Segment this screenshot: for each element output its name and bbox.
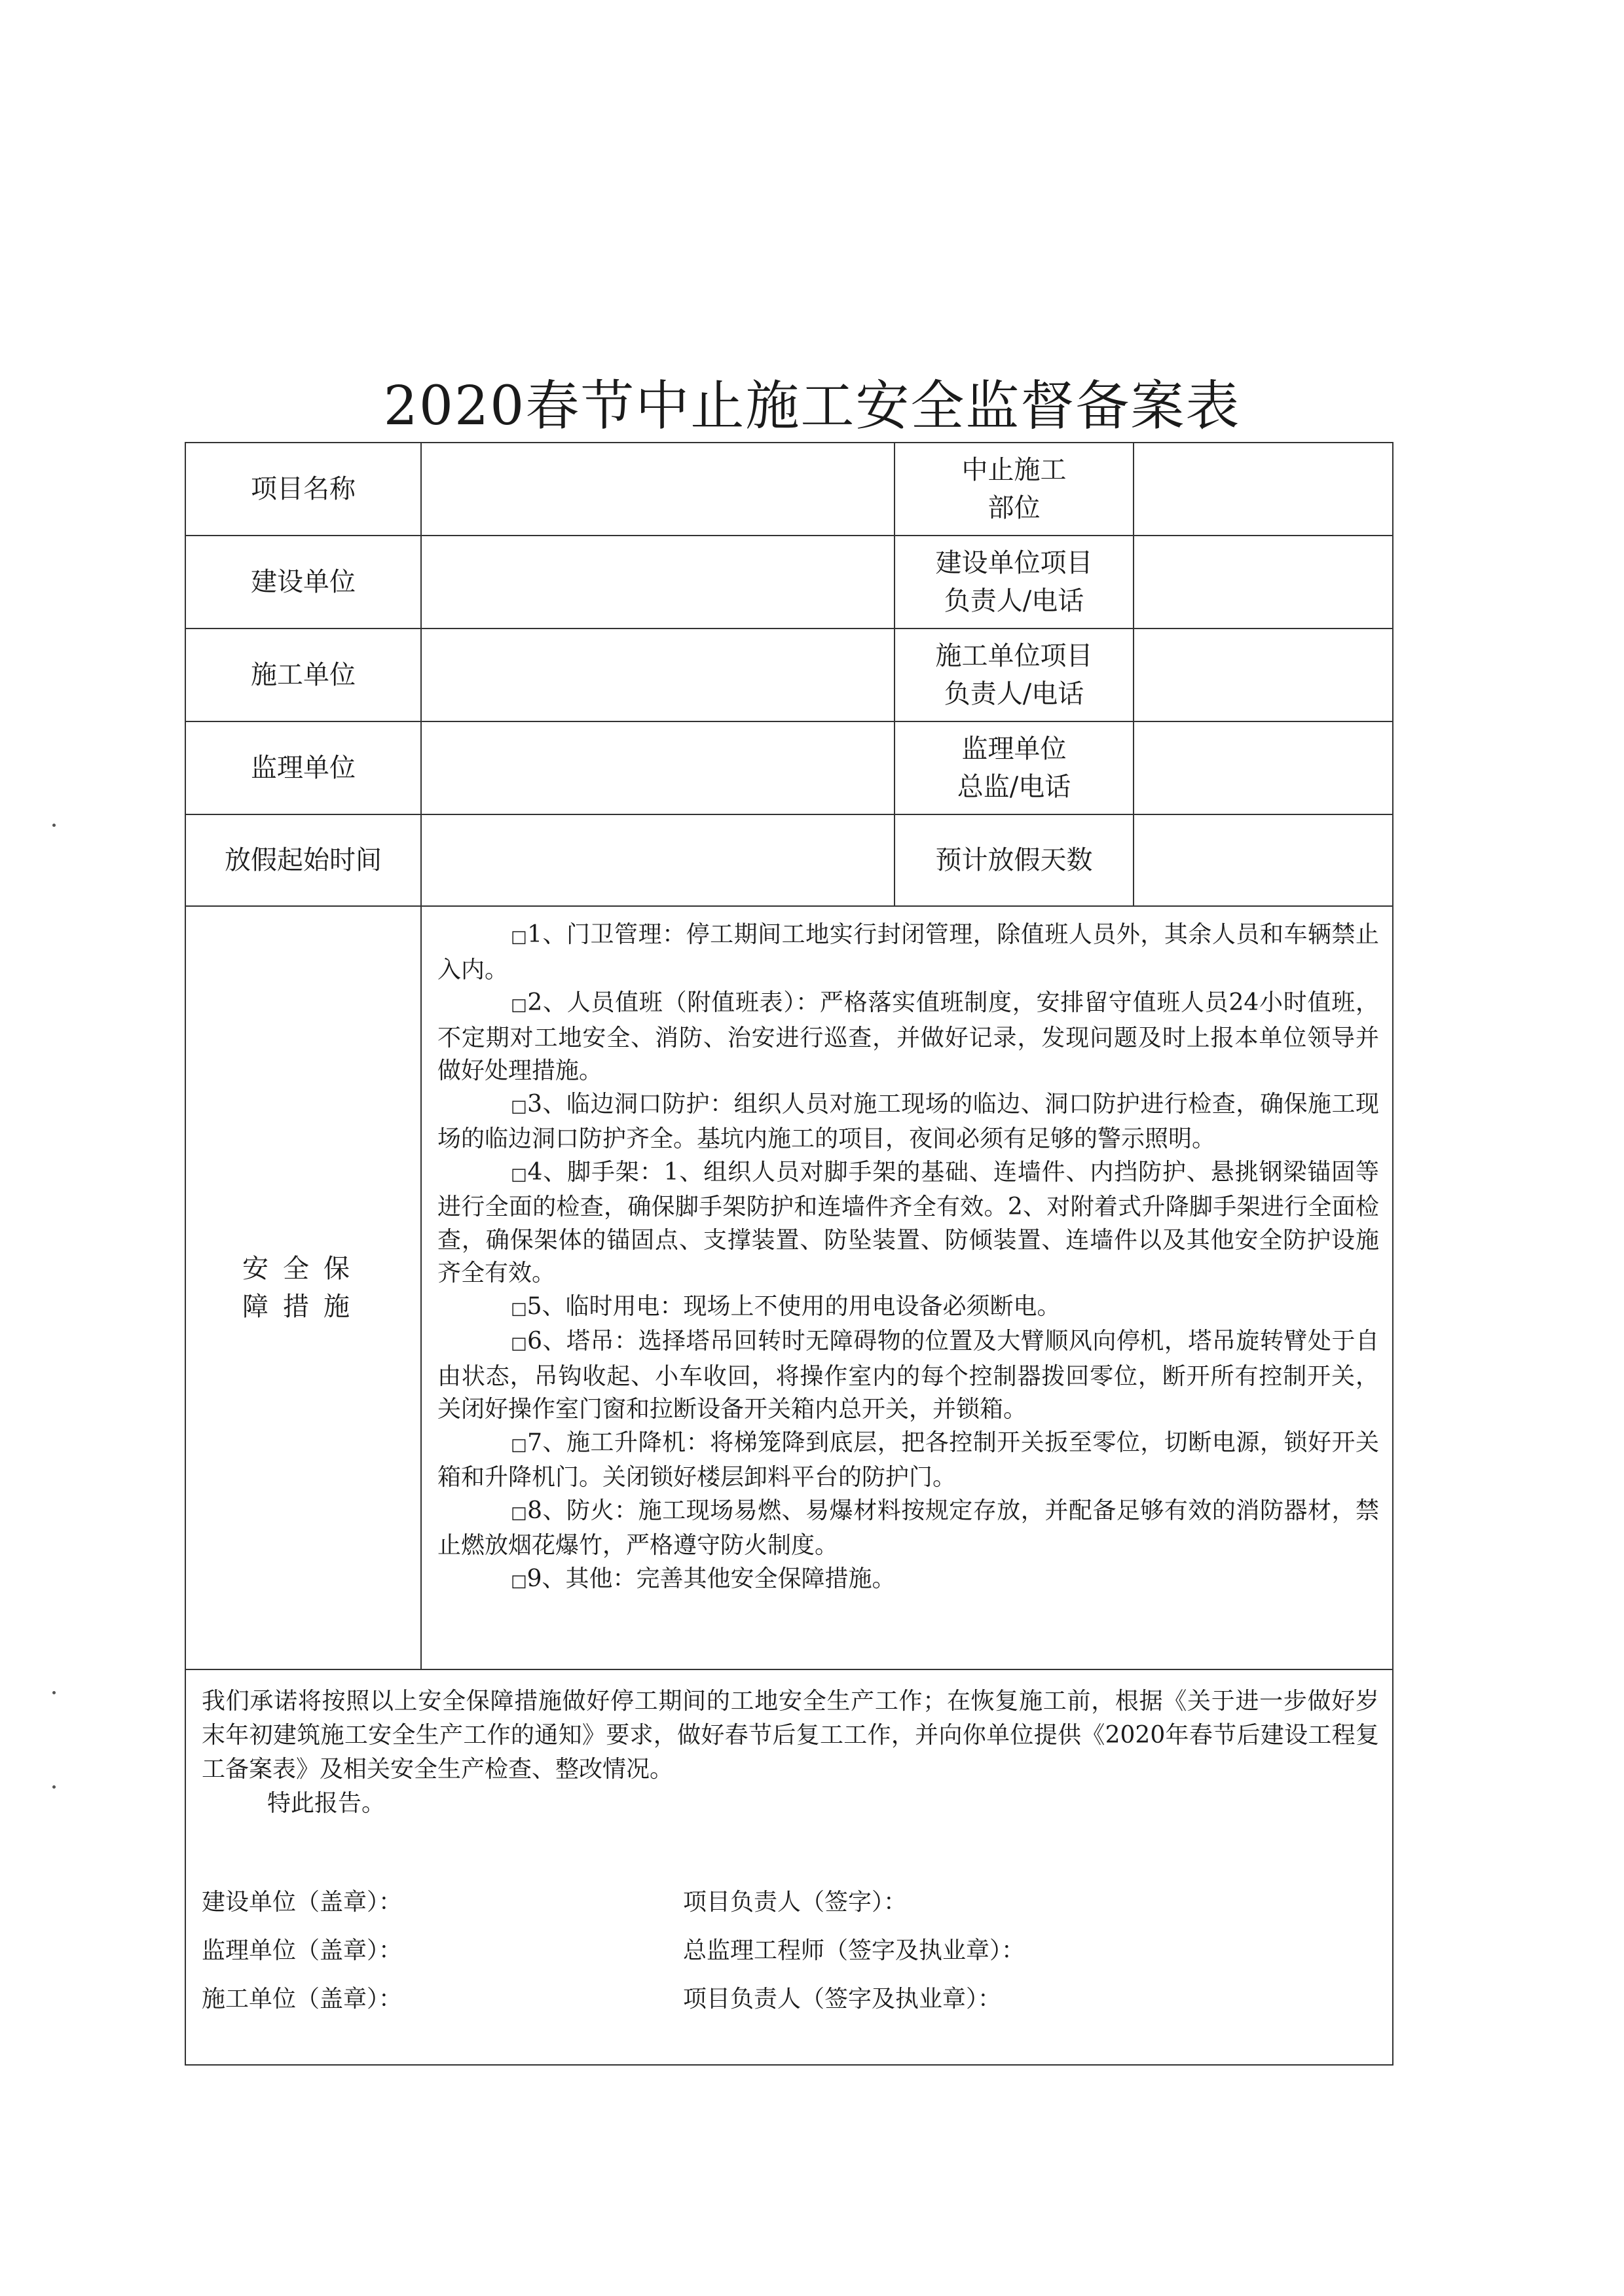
checkbox-icon[interactable]: □ [511,927,528,947]
form-row-holiday [185,814,1393,906]
client-contact-label: 建设单位项目 负责人/电话 [895,536,1134,629]
holiday-start-field[interactable] [421,814,895,906]
measure-item: □9、其他：完善其他安全保障措施。 [511,1565,896,1592]
safety-measures-list [421,906,1393,1669]
holiday-days-field[interactable] [1134,814,1393,906]
checkbox-icon[interactable]: □ [511,995,528,1015]
measure-item: □8、防火：施工现场易燃、易爆材料按规定存放，并配备足够有效的消防器材，禁止燃放烟花爆竹，严格遵守防火制度。 [437,1497,1379,1559]
checkbox-icon[interactable]: □ [511,1298,527,1319]
client-unit-label: 建设单位 [185,536,421,629]
contractor-unit-label: 施工单位 [185,629,421,721]
form-row-safety-measures [185,906,1393,1669]
contractor-unit-field[interactable] [421,629,895,721]
client-seal-label: 建设单位（盖章）： [202,1889,403,1916]
form-row-client [185,536,1393,629]
measure-item: □4、脚手架：1、组织人员对脚手架的基础、连墙件、内挡防护、悬挑钢梁锚固等进行全面的检查，确保脚手架防护和连墙件齐全有效。2、对附着式升降脚手架进行全面检查，确保架体的锚固点、支撑装置、防坠装置、防倾装置、连墙件以及其他安全防护设施齐全有效。 [437,1158,1379,1286]
measure-item: □2、人员值班（附值班表）：严格落实值班制度，安排留守值班人员24小时值班，不定期对工地安全、消防、治安进行巡查，并做好记录，发现问题及时上报本单位领导并做好处理措施。 [437,989,1379,1084]
project-name-label: 项目名称 [185,443,421,536]
suspended-area-field[interactable] [1134,443,1393,536]
commitment-text: 我们承诺将按照以上安全保障措施做好停工期间的工地安全生产工作；在恢复施工前，根据《关于进一步做好岁末年初建筑施工安全生产工作的通知》要求，做好春节后复工工作，并向你单位提供《2020年春节后建设工程复工备案表》及相关安全生产检查、整改情况。 [202,1688,1379,1783]
project-name-field[interactable] [421,443,895,536]
holiday-days-label: 预计放假天数 [895,814,1134,906]
supervisor-unit-field[interactable] [421,721,895,814]
page-title: 2020春节中止施工安全监督备案表 [383,375,1241,437]
contractor-contact-label: 施工单位项目 负责人/电话 [895,629,1134,721]
chief-engineer-signature-label: 总监理工程师（签字及执业章）： [683,1937,1025,1964]
measure-item: □5、临时用电：现场上不使用的用电设备必须断电。 [511,1292,1061,1320]
measure-item: □3、临边洞口防护：组织人员对施工现场的临边、洞口防护进行检查，确保施工现场的临边洞口防护齐全。基坑内施工的项目，夜间必须有足够的警示照明。 [437,1090,1379,1152]
report-closing: 特此报告。 [267,1790,386,1817]
form-row-contractor [185,629,1393,721]
checkbox-icon[interactable]: □ [511,1334,528,1353]
filing-form-table [185,442,1393,2066]
measure-item: □7、施工升降机：将梯笼降到底层，把各控制开关扳至零位，切断电源，锁好开关箱和升降机门。关闭锁好楼层卸料平台的防护门。 [437,1429,1379,1491]
client-unit-field[interactable] [421,536,895,629]
checkbox-icon[interactable]: □ [511,1096,528,1116]
project-lead-signature-label: 项目负责人（签字）： [683,1889,908,1916]
contractor-seal-label: 施工单位（盖章）： [202,1986,403,2013]
scan-speck [52,1785,56,1789]
measure-item: □1、门卫管理：停工期间工地实行封闭管理，除值班人员外，其余人员和车辆禁止入内。 [437,921,1379,983]
contractor-lead-signature-label: 项目负责人（签字及执业章）： [683,1986,1002,2013]
supervisor-seal-label: 监理单位（盖章）： [202,1937,403,1964]
safety-measures-label: 安全保 障措施 [185,906,421,1669]
commitment-section [185,1669,1393,2065]
checkbox-icon[interactable]: □ [511,1164,528,1184]
supervisor-contact-label: 监理单位 总监/电话 [895,721,1134,814]
holiday-start-label: 放假起始时间 [185,814,421,906]
client-contact-field[interactable] [1134,536,1393,629]
measure-item: □6、塔吊：选择塔吊回转时无障碍物的位置及大臂顺风向停机，塔吊旋转臂处于自由状态，吊钩收起、小车收回，将操作室内的每个控制器拨回零位，断开所有控制开关，关闭好操作室门窗和拉断设备开关箱内总开关，并锁箱。 [437,1328,1379,1423]
form-row-commitment [185,1669,1393,2065]
form-row-supervisor [185,721,1393,814]
supervisor-unit-label: 监理单位 [185,721,421,814]
checkbox-icon[interactable]: □ [511,1434,528,1455]
scan-speck [52,1691,56,1694]
form-row-project-name [185,443,1393,536]
scan-speck [52,824,56,827]
supervisor-contact-field[interactable] [1134,721,1393,814]
contractor-contact-field[interactable] [1134,629,1393,721]
suspended-area-label: 中止施工 部位 [895,443,1134,536]
checkbox-icon[interactable]: □ [511,1503,528,1523]
checkbox-icon[interactable]: □ [511,1571,527,1591]
